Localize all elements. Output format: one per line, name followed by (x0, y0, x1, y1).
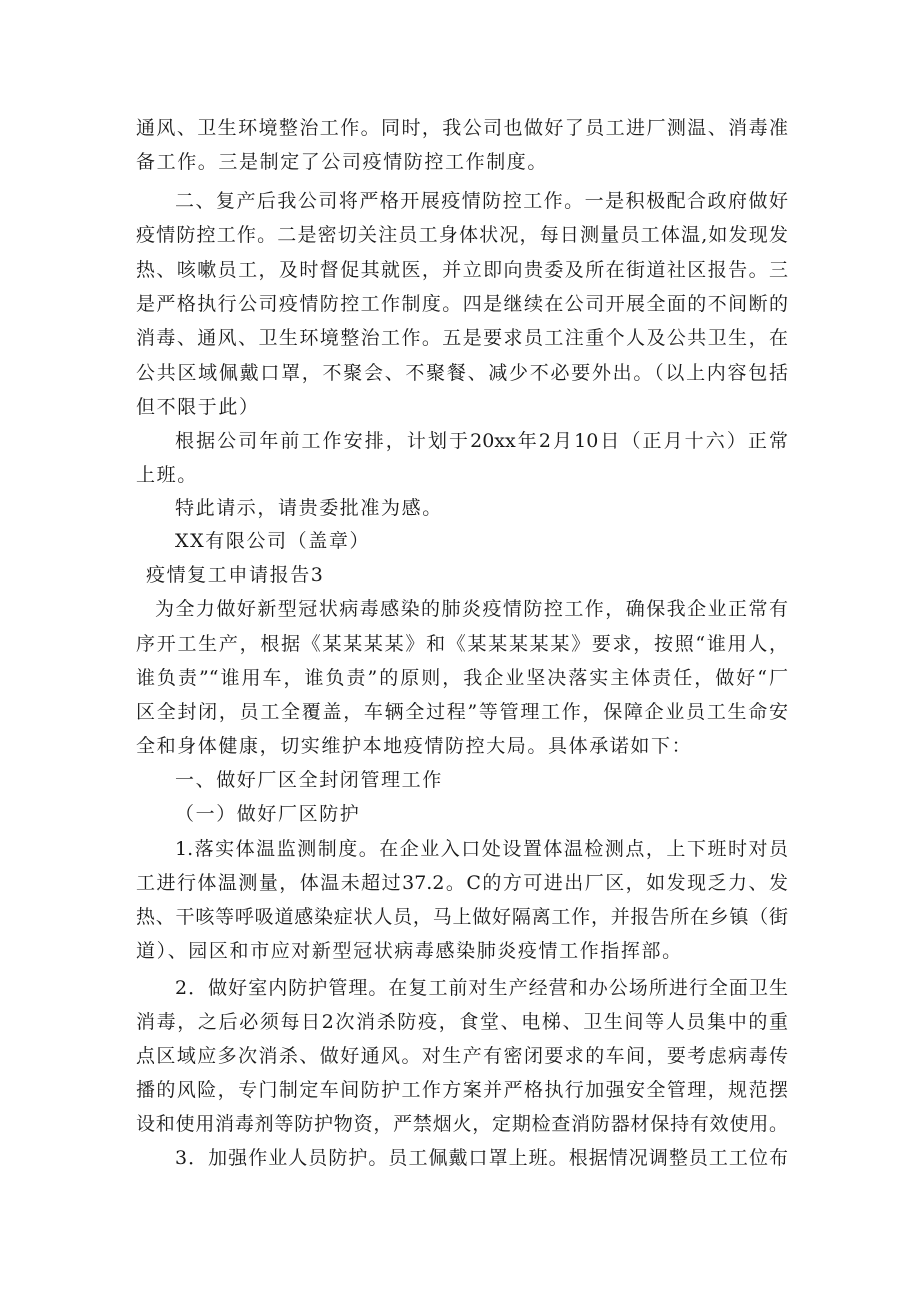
paragraph-line: 消毒，之后必须每日2次消杀防疫，食堂、电梯、卫生间等人员集中的重 (136, 1011, 788, 1033)
paragraph-line: 根据公司年前工作安排，计划于20xx年2月10日（正月十六）正常 (175, 430, 788, 452)
paragraph-line: 二、复产后我公司将严格开展疫情防控工作。一是积极配合政府做好 (175, 190, 788, 212)
paragraph-line: 区全封闭，员工全覆盖，车辆全过程”等管理工作，保障企业员工生命安 (136, 701, 788, 723)
paragraph-line: 1.落实体温监测制度。在企业入口处设置体温检测点，上下班时对员 (175, 838, 788, 860)
paragraph-line: 序开工生产，根据《某某某某》和《某某某某某》要求，按照“谁用人， (136, 633, 788, 655)
paragraph-line: 备工作。三是制定了公司疫情防控工作制度。 (136, 151, 549, 173)
company-signature: XX有限公司（盖章） (175, 530, 371, 552)
paragraph-line: 但不限于此） (136, 396, 260, 418)
paragraph-line: 点区域应多次消杀、做好通风。对生产有密闭要求的车间，要考虑病毒传 (136, 1045, 788, 1067)
paragraph-line: 播的风险，专门制定车间防护工作方案并严格执行加强安全管理，规范摆 (136, 1079, 788, 1101)
paragraph-line: 设和使用消毒剂等防护物资，严禁烟火，定期检查消防器材保持有效使用。 (136, 1113, 788, 1135)
paragraph-line: 公共区域佩戴口罩，不聚会、不聚餐、减少不必要外出。（以上内容包括 (136, 362, 788, 384)
paragraph-line: 特此请示，请贵委批准为感。 (175, 497, 443, 519)
paragraph-line: 热、咳嗽员工，及时督促其就医，并立即向贵委及所在街道社区报告。三 (136, 259, 788, 281)
paragraph-line: 消毒、通风、卫生环境整治工作。五是要求员工注重个人及公共卫生，在 (136, 327, 788, 349)
paragraph-line: 热、干咳等呼吸道感染症状人员，马上做好隔离工作，并报告所在乡镇（街 (136, 906, 788, 928)
paragraph-line: 通风、卫生环境整治工作。同时，我公司也做好了员工进厂测温、消毒准 (136, 117, 788, 139)
paragraph-line: 道）、园区和市应对新型冠状病毒感染肺炎疫情工作指挥部。 (136, 940, 683, 962)
paragraph-line: 是严格执行公司疫情防控工作制度。四是继续在公司开展全面的不间断的 (136, 293, 788, 315)
paragraph-line: 全和身体健康，切实维护本地疫情防控大局。具体承诺如下： (136, 735, 693, 757)
paragraph-line: 2．做好室内防护管理。在复工前对生产经营和办公场所进行全面卫生 (175, 977, 788, 999)
subsection-subheading: （一）做好厂区防护 (175, 803, 361, 825)
paragraph-line: 工进行体温测量，体温未超过37.2。C的方可进出厂区，如发现乏力、发 (136, 872, 788, 894)
subsection-heading: 一、做好厂区全封闭管理工作 (175, 769, 443, 791)
paragraph-line: 上班。 (136, 464, 198, 486)
paragraph-line: 疫情防控工作。二是密切关注员工身体状况，每日测量员工体温,如发现发 (136, 224, 788, 246)
paragraph-line: 3．加强作业人员防护。员工佩戴口罩上班。根据情况调整员工工位布 (175, 1147, 788, 1169)
section-title: 疫情复工申请报告3 (146, 564, 325, 586)
paragraph-line: 谁负责”“谁用车，谁负责”的原则，我企业坚决落实主体责任，做好“厂 (136, 667, 788, 689)
paragraph-line: 为全力做好新型冠状病毒感染的肺炎疫情防控工作，确保我企业正常有 (155, 598, 788, 620)
